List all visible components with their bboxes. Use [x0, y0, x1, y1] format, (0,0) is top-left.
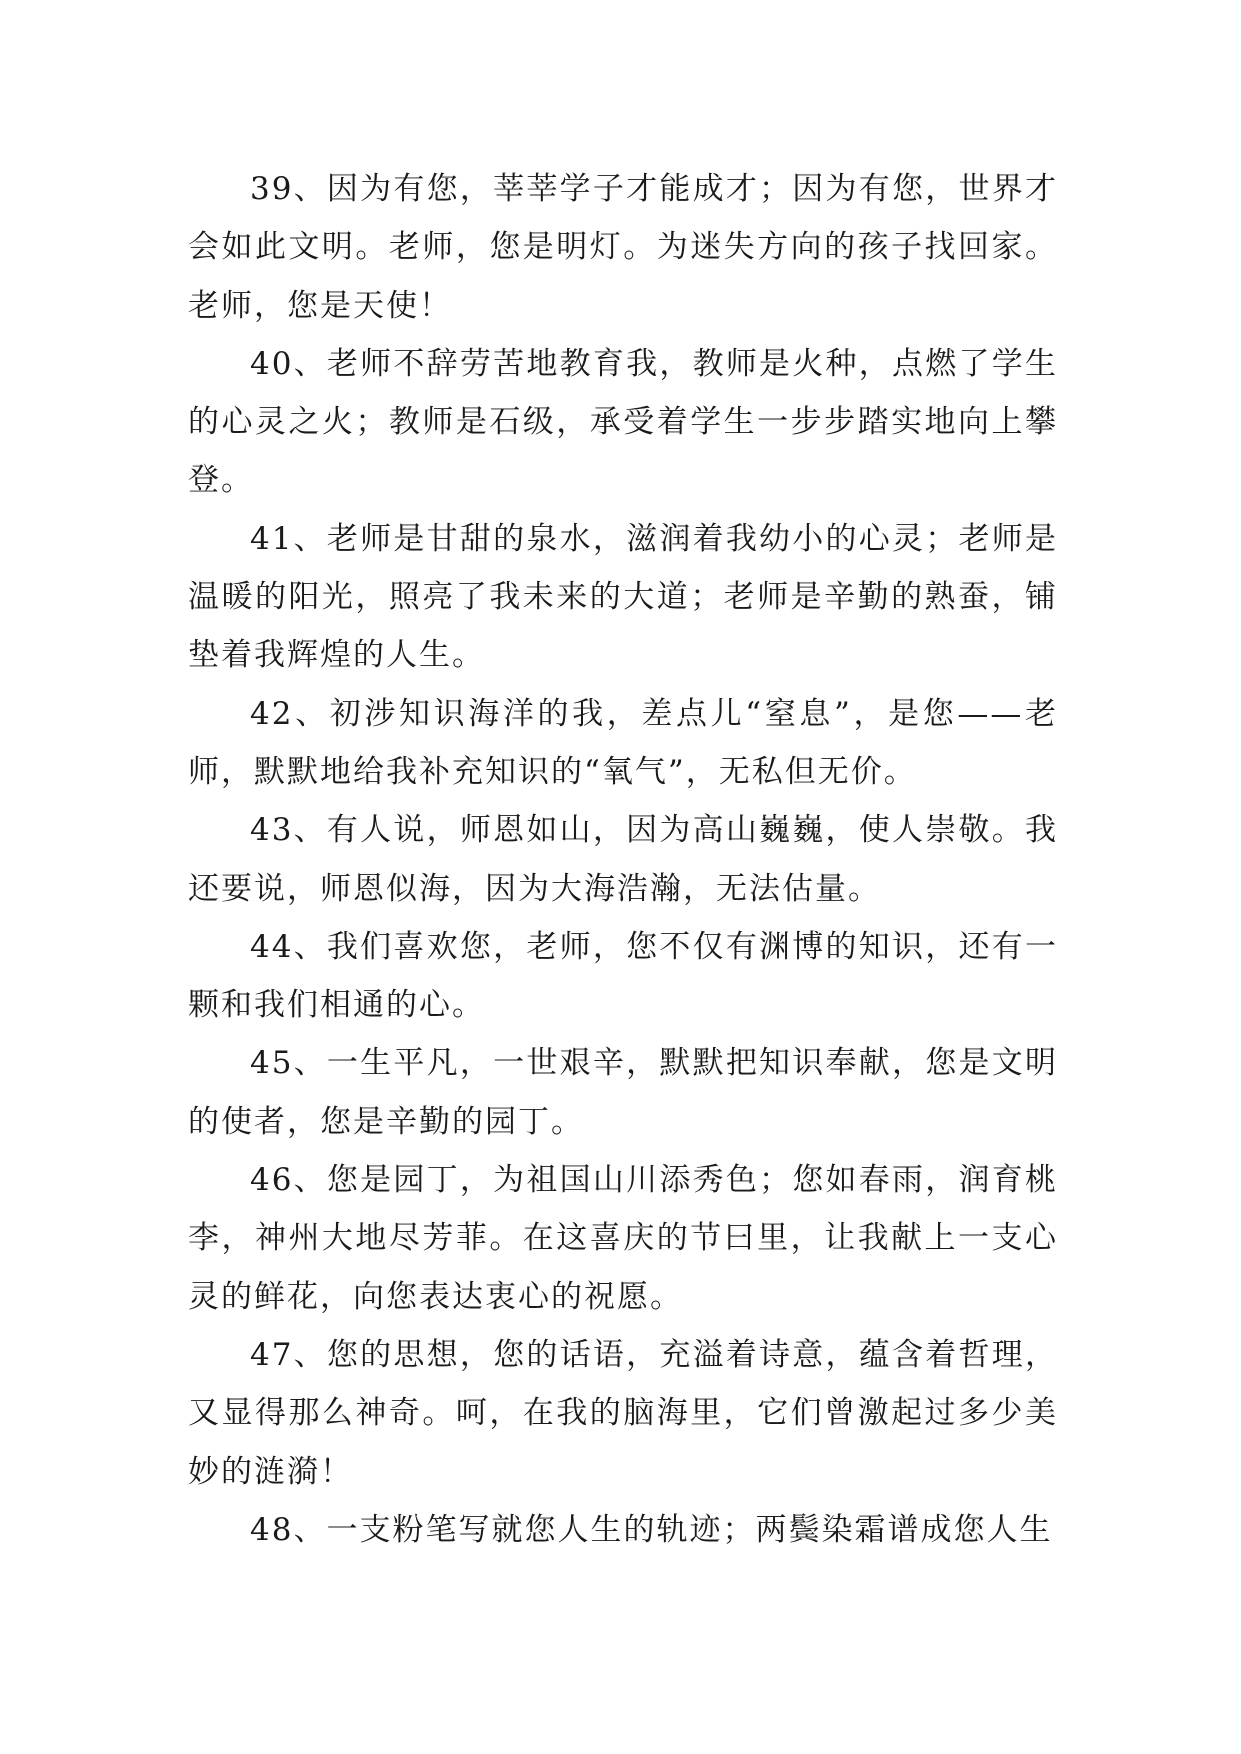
document-body — [188, 160, 1058, 1559]
paragraph-43: 43、有人说，师恩如山，因为高山巍巍，使人崇敬。我还要说，师恩似海，因为大海浩瀚，无法估量。 — [188, 812, 1058, 907]
paragraph-46: 46、您是园丁，为祖国山川添秀色；您如春雨，润育桃李，神州大地尽芳菲。在这喜庆的节曰里，让我献上一支心灵的鲜花，向您表达衷心的祝愿。 — [188, 1162, 1058, 1315]
paragraph-45: 45、一生平凡，一世艰辛，默默把知识奉献，您是文明的使者，您是辛勤的园丁。 — [188, 1045, 1058, 1140]
paragraph-39: 39、因为有您，莘莘学子才能成才；因为有您，世界才会如此文明。老师，您是明灯。为迷失方向的孩子找回家。老师，您是天使！ — [188, 171, 1058, 324]
paragraph-41: 41、老师是甘甜的泉水，滋润着我幼小的心灵；老师是温暖的阳光，照亮了我未来的大道；老师是辛勤的熟蚕，铺垫着我辉煌的人生。 — [188, 520, 1058, 674]
paragraph-40: 40、老师不辞劳苦地教育我，教师是火种，点燃了学生的心灵之火；教师是石级，承受着学生一步步踏实地向上攀登。 — [188, 345, 1058, 499]
paragraph-48: 48、一支粉笔写就您人生的轨迹；两鬓染霜谱成您人生 — [250, 1511, 1053, 1548]
paragraph-47: 47、您的思想，您的话语，充溢着诗意，蕴含着哲理，又显得那么神奇。呵，在我的脑海里，它们曾激起过多少美妙的涟漪！ — [188, 1336, 1058, 1490]
paragraph-42: 42、初涉知识海洋的我，差点儿“窒息”，是您——老师，默默地给我补充知识的“氧气”，无私但无价。 — [188, 695, 1058, 790]
paragraph-44: 44、我们喜欢您，老师，您不仅有渊博的知识，还有一颗和我们相通的心。 — [188, 928, 1058, 1024]
